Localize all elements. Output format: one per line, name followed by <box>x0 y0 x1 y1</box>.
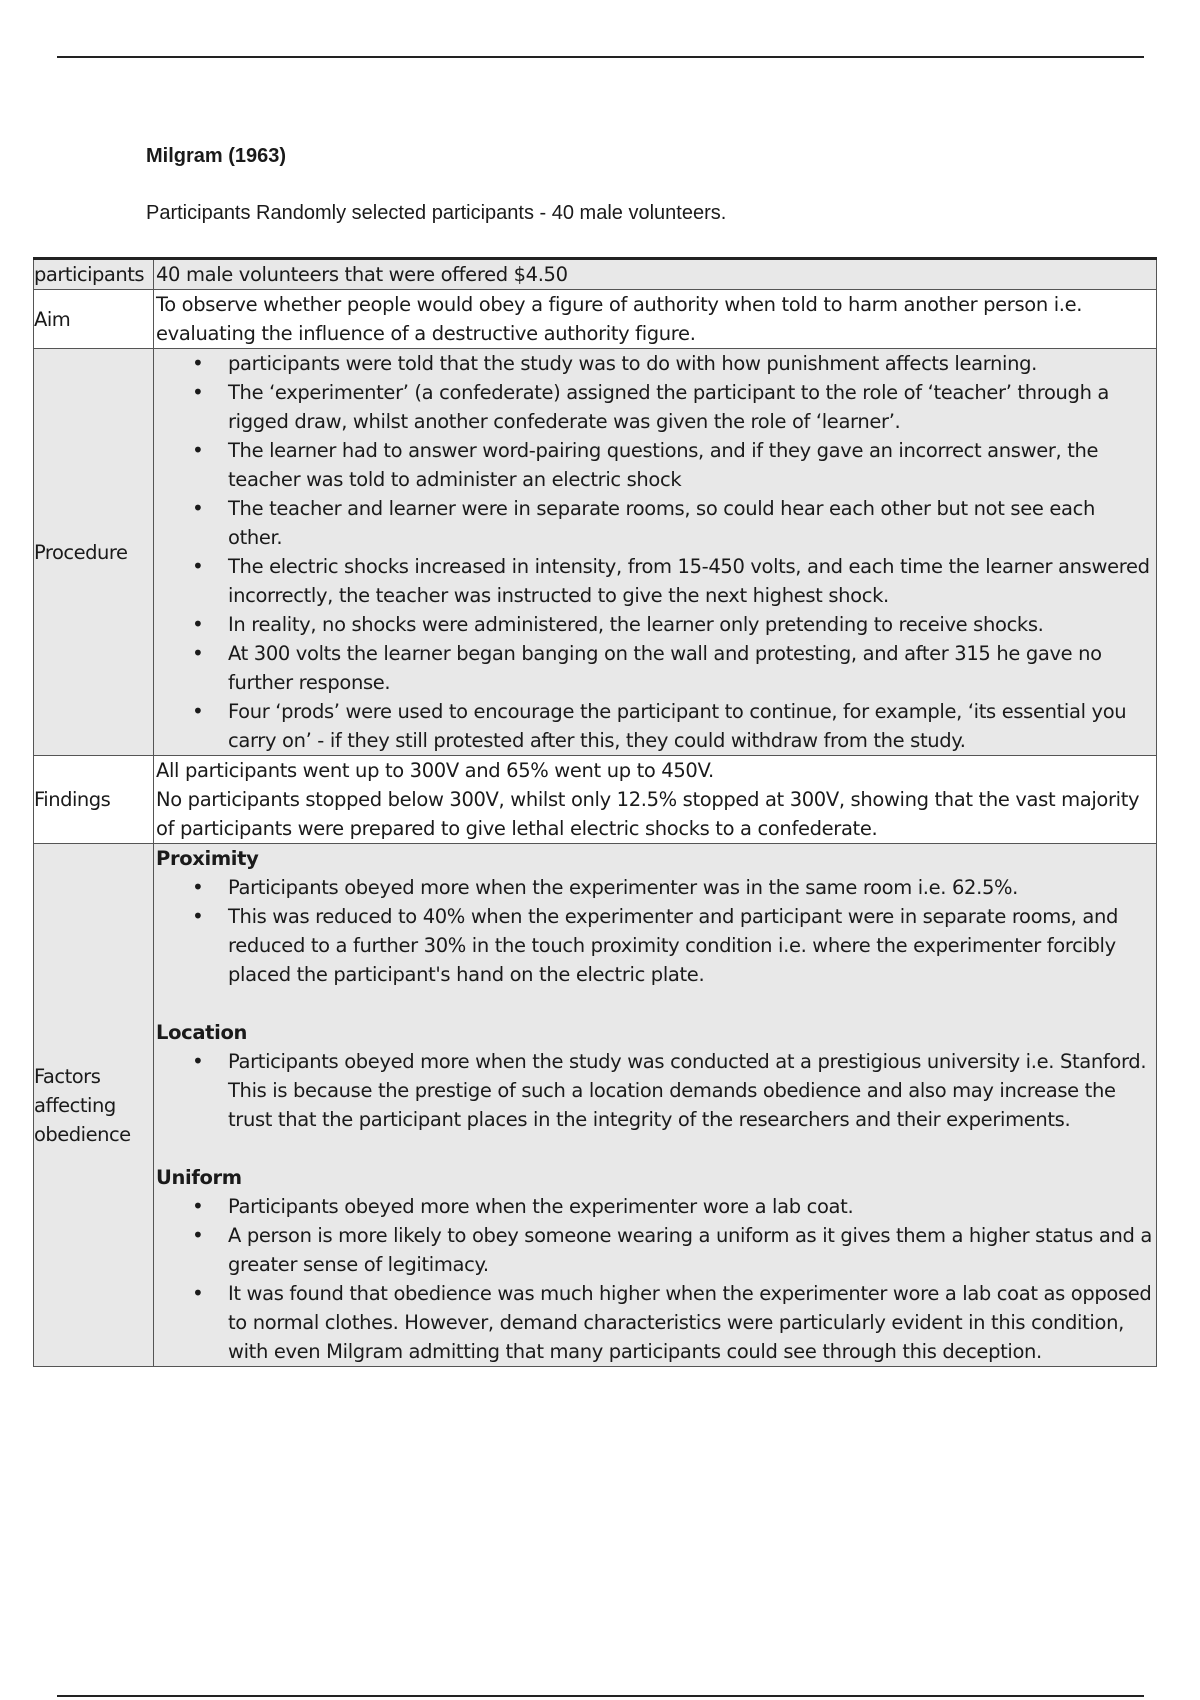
study-table <box>33 257 1157 1367</box>
footer-rule <box>57 1695 1144 1697</box>
document-intro: Participants Randomly selected participants - 40 male volunteers. <box>146 202 727 224</box>
procedure-list <box>156 349 1154 755</box>
list-item: • The learner had to answer word-pairing questions, and if they gave an incorrect answer, the teacher was told to administer an electric shock <box>228 436 1154 494</box>
proximity-list <box>156 873 1154 989</box>
aim-text: To observe whether people would obey a figure of authority when told to harm another person i.e. evaluating the influence of a destructive authority figure. <box>154 290 1157 349</box>
factors-content <box>154 844 1157 1367</box>
procedure-label: Procedure <box>34 349 154 756</box>
spacer <box>156 989 1154 1018</box>
document-title: Milgram (1963) <box>146 145 287 167</box>
spacer <box>156 1134 1154 1163</box>
uniform-list <box>156 1192 1154 1366</box>
list-item: • Four ‘prods’ were used to encourage the participant to continue, for example, ‘its essential you carry on’ - if they still protested after this, they could withdraw from the study. <box>228 697 1154 755</box>
list-item: • At 300 volts the learner began banging on the wall and protesting, and after 315 he gave no further response. <box>228 639 1154 697</box>
proximity-heading: Proximity <box>156 847 259 870</box>
list-item: • The teacher and learner were in separate rooms, so could hear each other but not see each other. <box>228 494 1154 552</box>
table-row <box>34 844 1157 1367</box>
table-row <box>34 290 1157 349</box>
list-item: • In reality, no shocks were administered, the learner only pretending to receive shocks. <box>228 610 1154 639</box>
findings-line: No participants stopped below 300V, whilst only 12.5% stopped at 300V, showing that the vast majority of participants were prepared to give lethal electric shocks to a confederate. <box>156 788 1140 840</box>
table-row <box>34 756 1157 844</box>
list-item: • This was reduced to 40% when the experimenter and participant were in separate rooms, and reduced to a further 30% in the touch proximity condition i.e. where the experimenter forcibly placed the participant's hand on the electric plate. <box>228 902 1154 989</box>
list-item: • It was found that obedience was much higher when the experimenter wore a lab coat as opposed to normal clothes. However, demand characteristics were particularly evident in this condition, with even Milgram admitting that many participants could see through this deception. <box>228 1279 1154 1366</box>
location-list <box>156 1047 1154 1134</box>
participants-label: participants <box>34 259 154 290</box>
factors-label: Factors affecting obedience <box>34 844 154 1367</box>
list-item: • The ‘experimenter’ (a confederate) assigned the participant to the role of ‘teacher’ through a rigged draw, whilst another confederate was given the role of ‘learner’. <box>228 378 1154 436</box>
findings-line: All participants went up to 300V and 65% went up to 450V. <box>156 759 714 782</box>
participants-text: 40 male volunteers that were offered $4.50 <box>154 259 1157 290</box>
header-rule <box>57 56 1144 58</box>
findings-content <box>154 756 1157 844</box>
procedure-content <box>154 349 1157 756</box>
list-item: • The electric shocks increased in intensity, from 15-450 volts, and each time the learner answered incorrectly, the teacher was instructed to give the next highest shock. <box>228 552 1154 610</box>
findings-label: Findings <box>34 756 154 844</box>
list-item: • Participants obeyed more when the experimenter wore a lab coat. <box>228 1192 1154 1221</box>
location-heading: Location <box>156 1021 248 1044</box>
list-item: • A person is more likely to obey someone wearing a uniform as it gives them a higher status and a greater sense of legitimacy. <box>228 1221 1154 1279</box>
uniform-heading: Uniform <box>156 1166 242 1189</box>
table-row <box>34 259 1157 290</box>
list-item: • Participants obeyed more when the study was conducted at a prestigious university i.e. Stanford. This is because the prestige of such a location demands obedience and also may increase the trust that the participant places in the integrity of the researchers and their experiments. <box>228 1047 1154 1134</box>
list-item: • participants were told that the study was to do with how punishment affects learning. <box>228 349 1154 378</box>
table-row <box>34 349 1157 756</box>
list-item: • Participants obeyed more when the experimenter was in the same room i.e. 62.5%. <box>228 873 1154 902</box>
aim-label: Aim <box>34 290 154 349</box>
